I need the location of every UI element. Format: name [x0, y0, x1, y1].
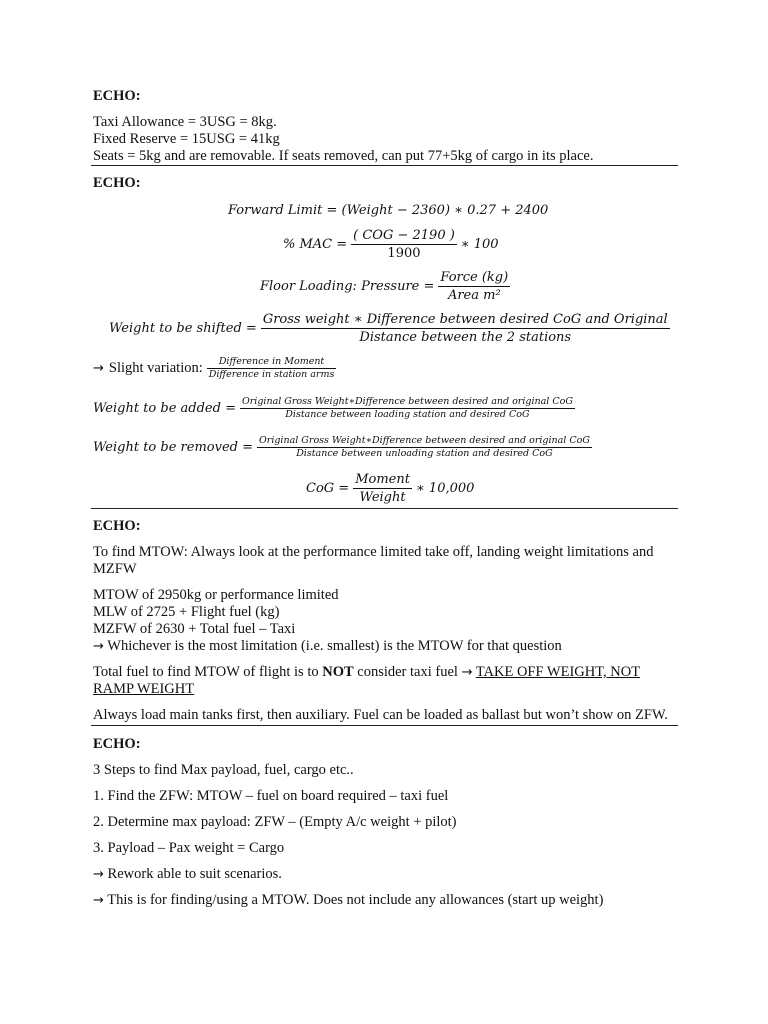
weight-shifted-equation: [109, 308, 674, 348]
section-divider: [91, 725, 678, 726]
section-divider: [91, 508, 678, 509]
weight-added-equation: [93, 391, 579, 425]
cog-numerator: Moment: [355, 471, 410, 487]
shift-denominator: Distance between the 2 stations: [359, 329, 572, 345]
removed-denominator: Distance between unloading station and desired CoG: [296, 447, 553, 459]
floor-lhs: Floor Loading: Pressure =: [260, 278, 435, 294]
forward-limit-equation: [228, 200, 548, 220]
added-numerator: Original Gross Weight∗Difference between desired and original CoG: [241, 395, 573, 407]
floor-numerator: Force (kg): [440, 269, 509, 285]
mac-numerator: ( COG − 2190 ): [353, 227, 455, 243]
removed-fraction: [257, 435, 592, 460]
arrow-icon: →: [461, 665, 473, 680]
forward-limit-text: Forward Limit = (Weight − 2360) ∗ 0.27 + 2400: [228, 202, 549, 218]
section-2-heading: ECHO:: [93, 175, 141, 191]
total-fuel-post: consider taxi fuel: [353, 664, 462, 680]
mac-fraction: [351, 227, 457, 262]
floor-loading-equation: [260, 266, 514, 306]
mac-equation: [283, 224, 499, 264]
mac-denominator: 1900: [387, 245, 421, 261]
step-3-line: 3. Payload – Pax weight = Cargo: [93, 840, 285, 856]
seats-line: Seats = 5kg and are removable. If seats removed, can put 77+5kg of cargo in its place.: [93, 148, 594, 164]
always-load-line: Always load main tanks first, then auxiliary. Fuel can be loaded as ballast but won’t show on ZFW.: [93, 707, 668, 723]
mac-rhs: ∗ 100: [460, 236, 499, 252]
shift-fraction: [261, 311, 670, 346]
section-1-heading: ECHO:: [93, 88, 141, 104]
whichever-text: Whichever is the most limitation (i.e. smallest) is the MTOW for that question: [107, 638, 562, 654]
taxi-allowance-line: Taxi Allowance = 3USG = 8kg.: [93, 114, 277, 130]
cog-equation: [306, 468, 474, 508]
floor-fraction: [438, 269, 510, 304]
step-2-line: 2. Determine max payload: ZFW – (Empty A/c weight + pilot): [93, 814, 457, 830]
mtow-intro-line-2: MZFW: [93, 561, 137, 577]
step-1-line: 1. Find the ZFW: MTOW – fuel on board required – taxi fuel: [93, 788, 449, 804]
ramp-weight-text: RAMP WEIGHT: [93, 681, 195, 697]
slight-denominator: Difference in station arms: [208, 368, 335, 380]
rework-text: Rework able to suit scenarios.: [107, 866, 282, 882]
slight-numerator: Difference in Moment: [218, 355, 325, 367]
mtow-limit-line: MTOW of 2950kg or performance limited: [93, 587, 339, 603]
slight-fraction: [207, 356, 337, 381]
added-denominator: Distance between loading station and desired CoG: [285, 408, 530, 420]
cog-lhs: CoG =: [306, 480, 350, 496]
added-fraction: [240, 396, 575, 421]
whichever-line: [93, 638, 562, 655]
shift-numerator: Gross weight ∗ Difference between desired CoG and Original: [262, 311, 668, 327]
takeoff-weight-text: TAKE OFF WEIGHT, NOT: [475, 664, 641, 680]
arrow-icon: →: [93, 893, 104, 908]
section-4-heading: ECHO:: [93, 736, 141, 752]
cog-rhs: ∗ 10,000: [415, 480, 475, 496]
mlw-limit-line: MLW of 2725 + Flight fuel (kg): [93, 604, 280, 620]
weight-removed-equation: [93, 430, 596, 464]
removed-lhs: Weight to be removed =: [93, 439, 253, 455]
section-divider: [91, 165, 678, 166]
mac-lhs: % MAC =: [283, 236, 348, 252]
rework-line: [93, 866, 282, 883]
section-3-heading: ECHO:: [93, 518, 141, 534]
arrow-icon: →: [93, 639, 104, 654]
total-fuel-pre: Total fuel to find MTOW of flight is to: [93, 664, 323, 680]
added-lhs: Weight to be added =: [93, 400, 236, 416]
arrow-icon: →: [93, 867, 104, 882]
cog-fraction: [353, 471, 412, 506]
slight-variation-line: [93, 352, 340, 384]
shift-lhs: Weight to be shifted =: [109, 320, 257, 336]
floor-denominator: Area m²: [447, 287, 501, 303]
finding-line: [93, 892, 603, 909]
not-emphasis: NOT: [322, 664, 354, 680]
cog-denominator: Weight: [359, 489, 406, 505]
steps-intro-line: 3 Steps to find Max payload, fuel, cargo etc..: [93, 762, 354, 778]
total-fuel-line: [93, 664, 640, 681]
finding-text: This is for finding/using a MTOW. Does not include any allowances (start up weight): [107, 892, 604, 908]
removed-numerator: Original Gross Weight∗Difference between desired and original CoG: [258, 434, 590, 446]
mtow-intro-line-1: To find MTOW: Always look at the performance limited take off, landing weight limitations and: [93, 544, 654, 560]
mzfw-limit-line: MZFW of 2630 + Total fuel – Taxi: [93, 621, 296, 637]
slight-variation-label: Slight variation:: [108, 359, 203, 376]
fixed-reserve-line: Fixed Reserve = 15USG = 41kg: [93, 131, 280, 147]
arrow-icon: →: [93, 360, 104, 376]
